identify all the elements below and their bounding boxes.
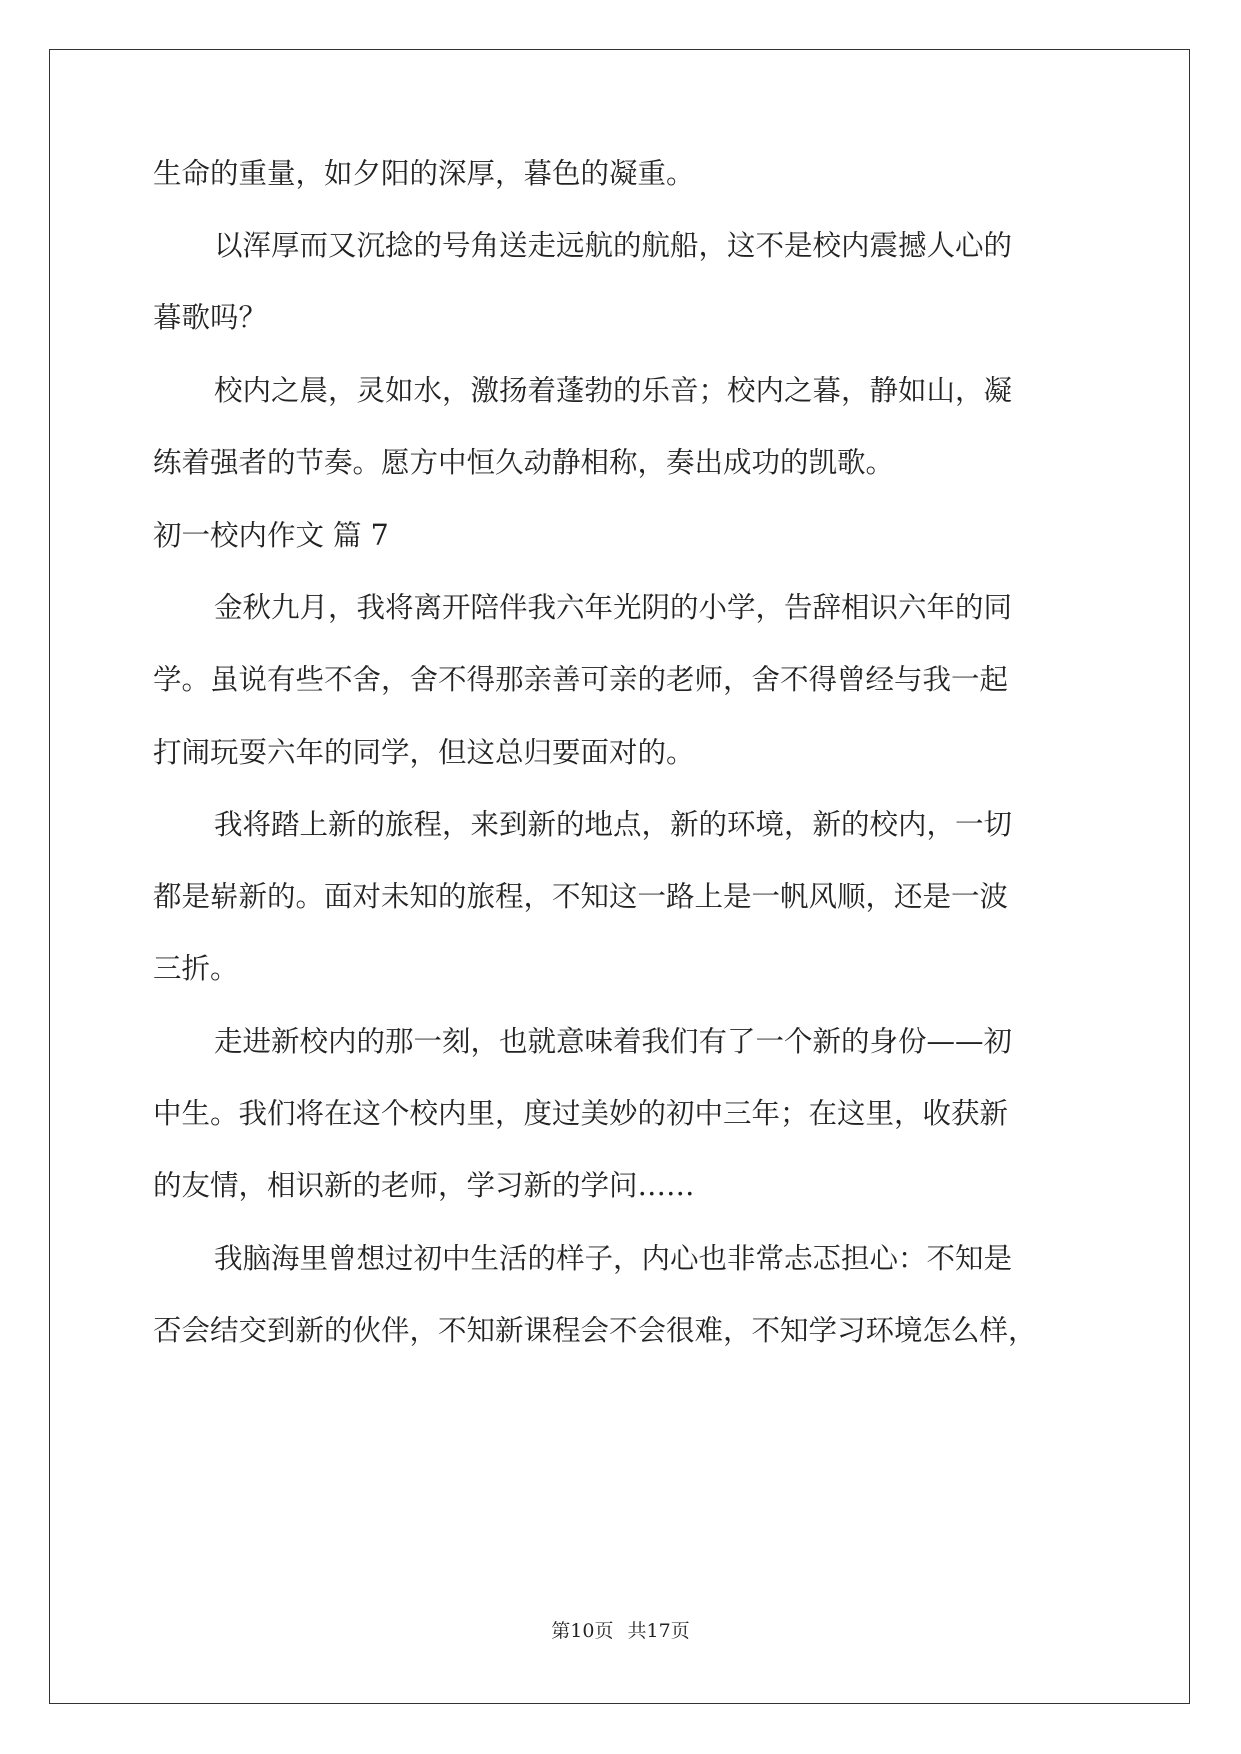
text-line: 生命的重量，如夕阳的深厚，暮色的凝重。 — [153, 157, 695, 190]
page-footer — [0, 1622, 1241, 1641]
text-line: 打闹玩耍六年的同学，但这总归要面对的。 — [153, 736, 695, 769]
current-page-number: 第10页 — [551, 1620, 614, 1642]
text-line: 中生。我们将在这个校内里，度过美妙的初中三年；在这里，收获新 — [153, 1097, 1009, 1130]
text-line: 的友情，相识新的老师，学习新的学问…… — [153, 1169, 695, 1202]
total-page-count: 共17页 — [627, 1620, 690, 1642]
text-line: 练着强者的节奏。愿方中恒久动静相称，奏出成功的凯歌。 — [153, 446, 895, 479]
page-border — [49, 49, 1190, 1704]
text-line: 都是崭新的。面对未知的旅程，不知这一路上是一帆风顺，还是一波 — [153, 880, 1009, 913]
text-line: 学。虽说有些不舍，舍不得那亲善可亲的老师，舍不得曾经与我一起 — [153, 663, 1009, 696]
text-line: 金秋九月，我将离开陪伴我六年光阴的小学，告辞相识六年的同 — [214, 591, 1013, 624]
section-heading: 初一校内作文 篇 7 — [153, 519, 389, 552]
text-line: 走进新校内的那一刻，也就意味着我们有了一个新的身份——初 — [214, 1025, 1013, 1058]
text-line: 以浑厚而又沉捻的号角送走远航的航船，这不是校内震撼人心的 — [214, 229, 1013, 262]
text-line: 三折。 — [153, 952, 239, 985]
text-line: 校内之晨，灵如水，激扬着蓬勃的乐音；校内之暮，静如山，凝 — [214, 374, 1013, 407]
text-line: 我将踏上新的旅程，来到新的地点，新的环境，新的校内，一切 — [214, 808, 1013, 841]
text-line: 暮歌吗？ — [153, 301, 268, 334]
text-line: 否会结交到新的伙伴，不知新课程会不会很难，不知学习环境怎么样， — [153, 1314, 1037, 1347]
text-line: 我脑海里曾想过初中生活的样子，内心也非常忐忑担心：不知是 — [214, 1242, 1013, 1275]
